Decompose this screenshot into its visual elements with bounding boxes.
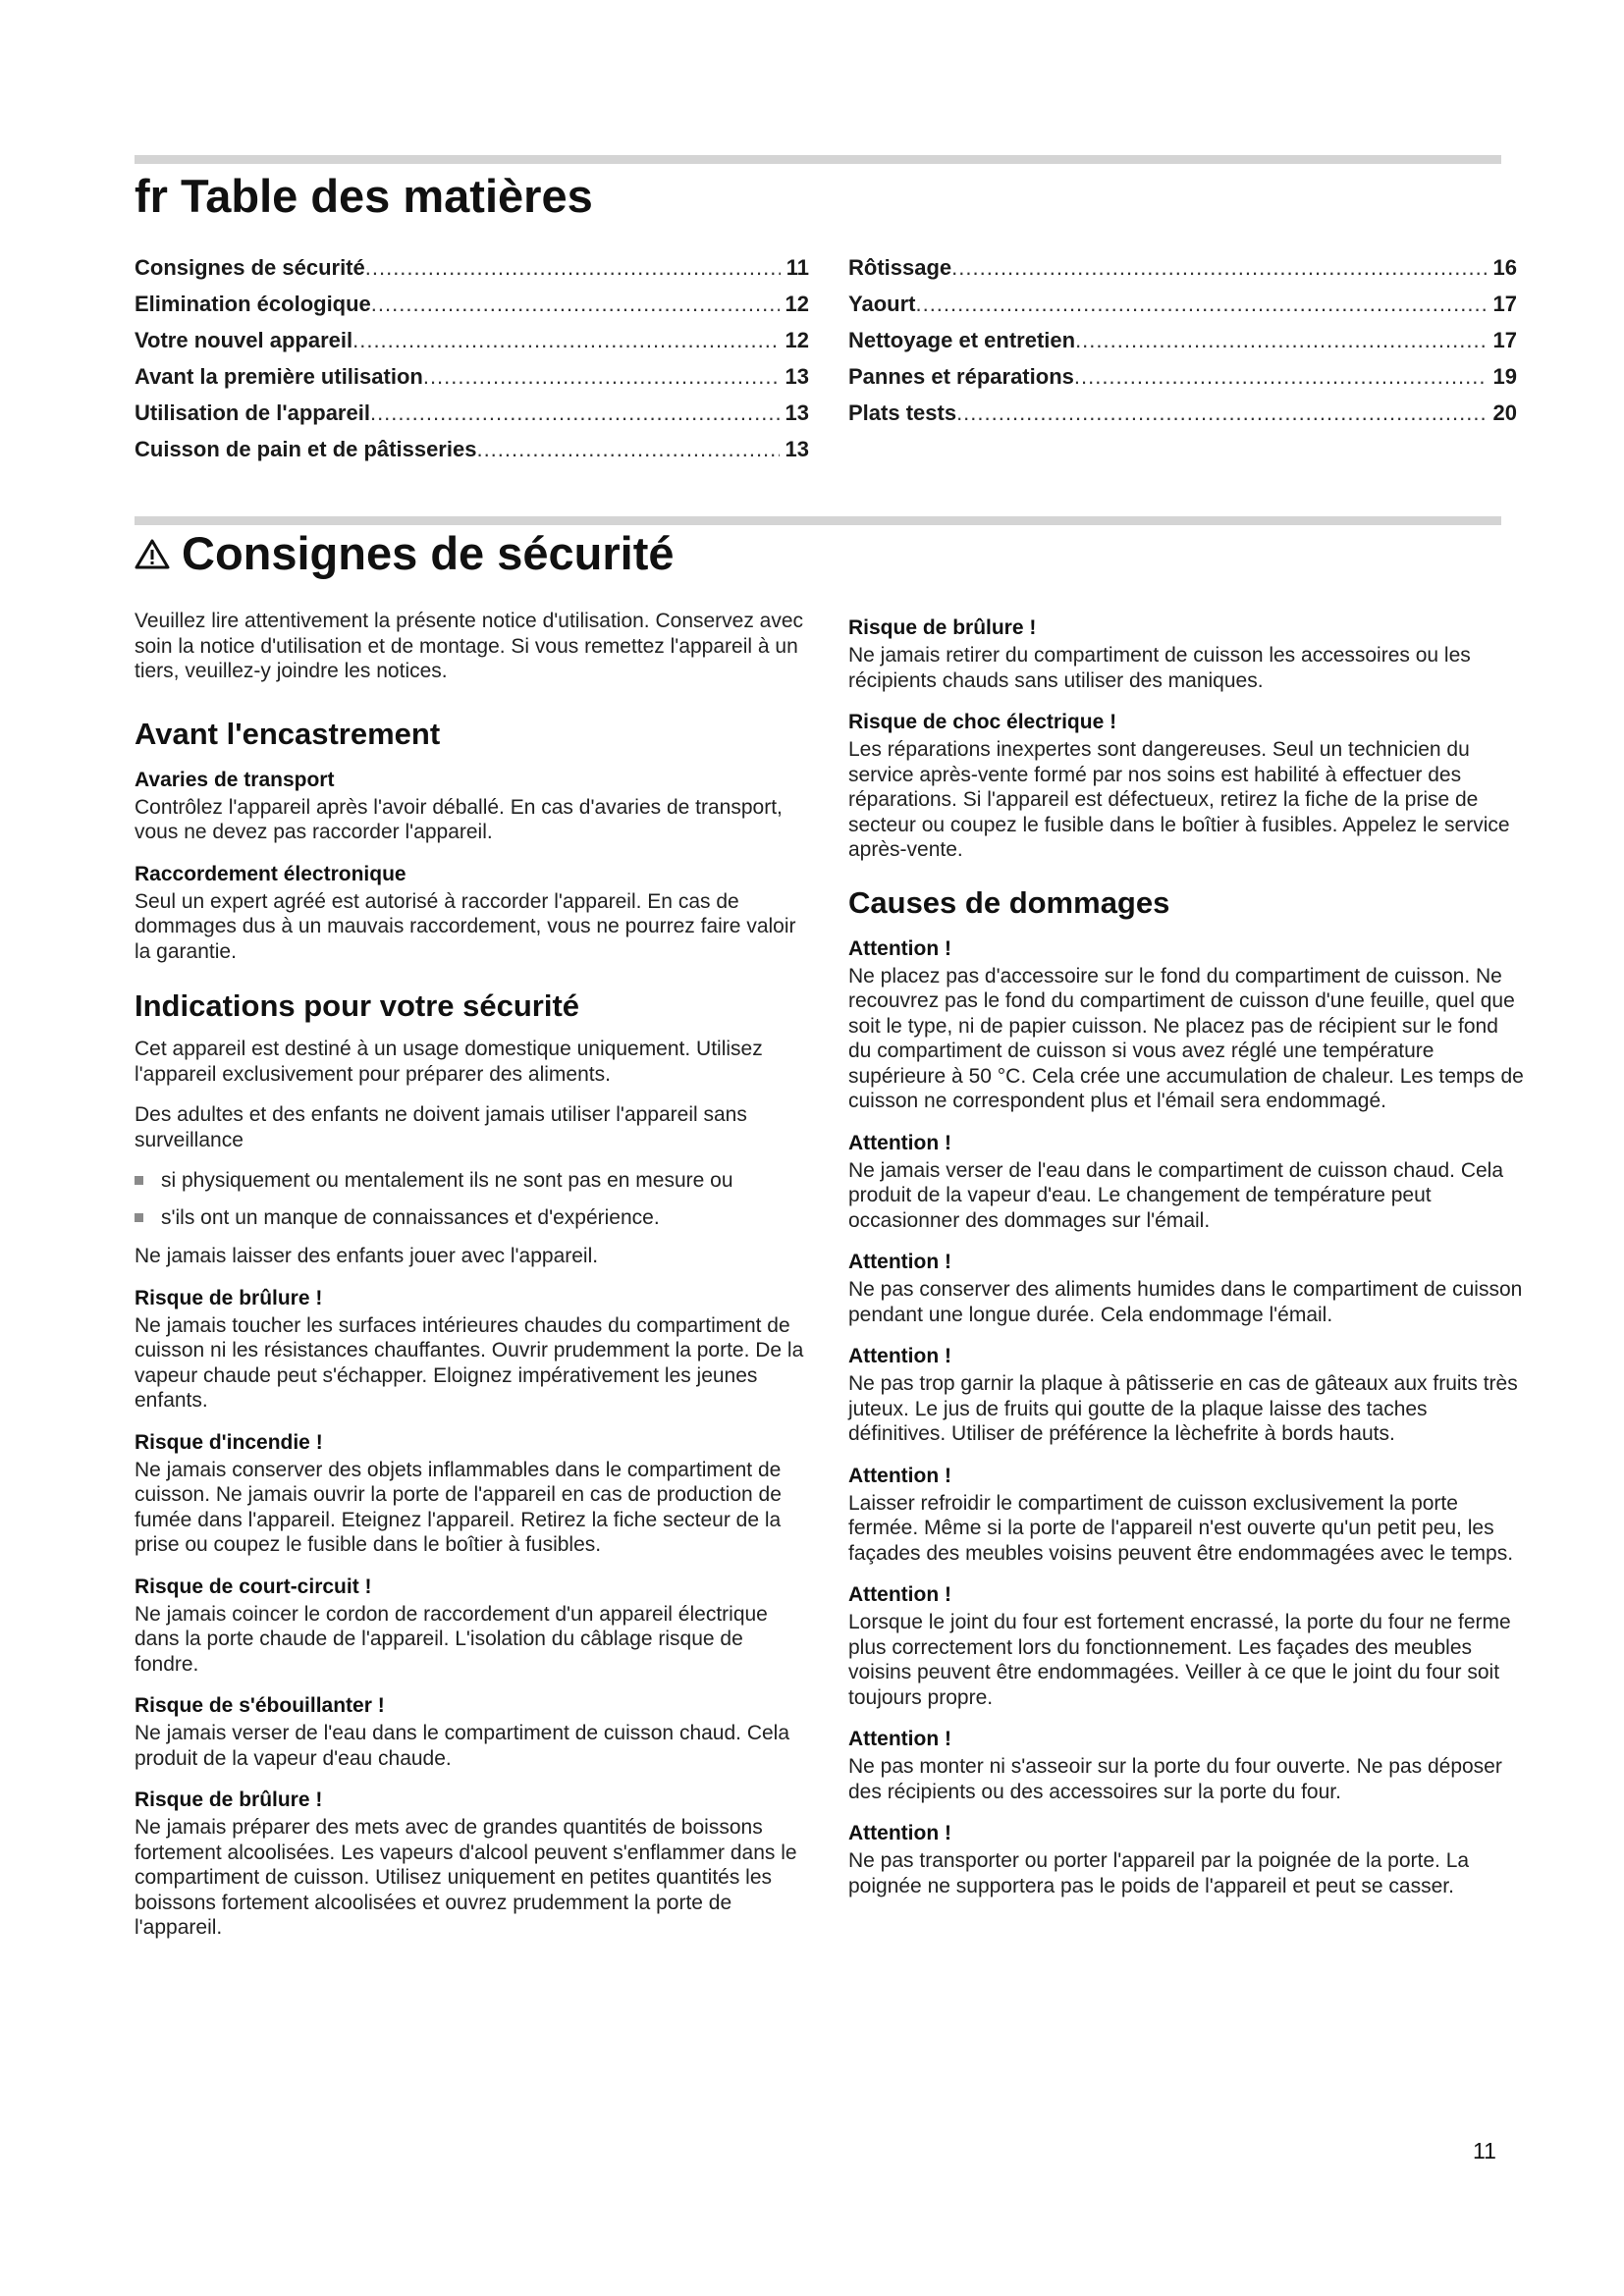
indications-heading: Indications pour votre sécurité [135,988,580,1024]
toc-entry-label: Avant la première utilisation [135,364,423,389]
toc-entry-page: 12 [785,292,809,316]
risk-heading: Risque de choc électrique ! [848,711,1117,733]
toc-entry-page: 13 [785,364,809,389]
toc-leader-dots [476,431,779,467]
toc-top-rule [135,155,1501,164]
safety-title [135,527,675,579]
toc-leader-dots [352,322,779,358]
toc-leader-dots [956,395,1487,431]
toc-entry[interactable] [848,286,1517,322]
electric-text: Seul un expert agréé est autorisé à raccorder l'appareil. En cas de dommages dus à un mauvais raccordement, vous ne pourrez faire valoir la garantie. [135,889,796,963]
toc-left-column [135,249,809,467]
attention-heading: Attention ! [848,1464,951,1487]
toc-entry-label: Pannes et réparations [848,364,1074,389]
toc-entry-label: Yaourt [848,292,916,316]
attention-text: Laisser refroidir le compartiment de cuisson exclusivement la porte fermée. Même si la porte de l'appareil n'est ouverte qu'un petit peu, les façades des meubles voisins peuvent être endommagées avec le temps. [848,1491,1514,1565]
toc-leader-dots [951,249,1487,286]
toc-entry[interactable] [848,358,1517,395]
toc-leader-dots [1074,358,1488,395]
risk-heading: Risque de brûlure ! [135,1789,323,1812]
toc-entry-label: Utilisation de l'appareil [135,400,370,425]
electric-heading: Raccordement électronique [135,862,406,885]
toc-entry[interactable] [135,322,809,358]
attention-heading: Attention ! [848,936,951,960]
risk-text: Ne jamais toucher les surfaces intérieures chaudes du compartiment de cuisson ni les résistances chauffantes. Ouvrir prudemment la porte. De la vapeur chaude peut s'échapper. Eloignez impérativement les jeunes enfants. [135,1313,804,1413]
toc-entry[interactable] [135,395,809,431]
attention-heading: Attention ! [848,1583,951,1607]
indications-paragraph: Des adultes et des enfants ne doivent jamais utiliser l'appareil sans surveillance [135,1103,747,1151]
risk-text: Ne jamais verser de l'eau dans le compartiment de cuisson chaud. Cela produit de la vapeur d'eau chaude. [135,1722,790,1770]
risk-heading: Risque de brûlure ! [848,616,1037,639]
toc-right-column [848,249,1517,431]
attention-text: Ne placez pas d'accessoire sur le fond du compartiment de cuisson. Ne recouvrez pas le fond du compartiment de cuisson d'une feuille, quel que soit le type, ni de papier cuisson. Ne placez pas de récipient sur le fond du compartiment de cuisson si vous avez réglé une température supérieure à 50 °C. Cela crée une accumulation de chaleur. Les temps de cuisson ne correspondent plus et l'émail sera endommagé. [848,964,1524,1113]
transport-heading: Avaries de transport [135,768,335,791]
intro-paragraph: Veuillez lire attentivement la présente notice d'utilisation. Conservez avec soin la notice d'utilisation et de montage. Si vous remettez l'appareil à un tiers, veuillez-y joindre les notices. [135,610,804,682]
attention-text: Ne pas conserver des aliments humides dans le compartiment de cuisson pendant une longue durée. Cela endommage l'émail. [848,1278,1523,1326]
toc-leader-dots [371,286,780,322]
toc-entry-label: Elimination écologique [135,292,371,316]
risk-text: Ne jamais retirer du compartiment de cuisson les accessoires ou les récipients chauds sans utiliser des maniques. [848,644,1471,692]
attention-text: Ne pas trop garnir la plaque à pâtisserie en cas de gâteaux aux fruits très juteux. Le jus de fruits qui goutte de la plaque laisse des taches définitives. Utiliser de préférence la lèchefrite à bords hauts. [848,1372,1518,1446]
safety-right-column [848,614,1526,1914]
safety-title-text: Consignes de sécurité [182,527,675,579]
toc-entry[interactable] [135,286,809,322]
risk-text: Ne jamais coincer le cordon de raccordement d'un appareil électrique dans la porte chaude de l'appareil. L'isolation du câblage risque de fondre. [135,1602,768,1676]
attention-heading: Attention ! [848,1822,951,1845]
toc-entry[interactable] [848,249,1517,286]
toc-leader-dots [370,395,780,431]
indications-paragraph: Cet appareil est destiné à un usage domestique uniquement. Utilisez l'appareil exclusivement pour préparer des aliments. [135,1038,763,1086]
toc-entry-page: 20 [1492,400,1517,425]
risk-text: Ne jamais conserver des objets inflammables dans le compartiment de cuisson. Ne jamais ouvrir la porte de l'appareil en cas de production de fumée dans l'appareil. Eteignez l'appareil. Retirez la fiche secteur de la prise ou coupez le fusible dans le boîtier à fusibles. [135,1458,782,1557]
installation-heading: Avant l'encastrement [135,716,441,751]
toc-entry[interactable] [135,358,809,395]
attention-text: Lorsque le joint du four est fortement encrassé, la porte du four ne ferme plus correctement lors du fonctionnement. Les façades des meubles voisins peuvent être endommagées. Veiller à ce que le joint du four soit toujours propre. [848,1611,1511,1709]
warning-triangle-icon [135,538,170,569]
toc-entry[interactable] [848,322,1517,358]
toc-entry[interactable] [135,431,809,467]
attention-text: Ne pas monter ni s'asseoir sur la porte du four ouverte. Ne pas déposer des récipients ou des accessoires sur la porte du four. [848,1755,1502,1803]
risk-heading: Risque de s'ébouillanter ! [135,1694,385,1718]
list-item: si physiquement ou mentalement ils ne sont pas en mesure ou [135,1168,812,1194]
attention-heading: Attention ! [848,1131,951,1154]
toc-title: fr Table des matières [135,170,593,222]
toc-entry-label: Plats tests [848,400,957,425]
safety-top-rule [135,516,1501,525]
list-item: s'ils ont un manque de connaissances et d'expérience. [135,1205,812,1231]
indications-paragraph: Ne jamais laisser des enfants jouer avec l'appareil. [135,1245,599,1268]
toc-leader-dots [915,286,1487,322]
toc-entry-label: Consignes de sécurité [135,255,365,280]
toc-entry-page: 12 [785,328,809,352]
toc-entry-page: 11 [785,255,809,280]
attention-text: Ne pas transporter ou porter l'appareil par la poignée de la porte. La poignée ne supportera pas le poids de l'appareil et peut se casser. [848,1849,1470,1897]
toc-entry-label: Cuisson de pain et de pâtisseries [135,437,477,461]
toc-entry[interactable] [848,395,1517,431]
toc-entry-page: 19 [1492,364,1517,389]
toc-entry-label: Rôtissage [848,255,952,280]
attention-heading: Attention ! [848,1728,951,1751]
toc-leader-dots [1075,322,1487,358]
toc-leader-dots [423,358,780,395]
risk-heading: Risque d'incendie ! [135,1430,323,1454]
toc-entry-page: 13 [785,437,809,461]
bullet-list [135,1168,812,1230]
risk-heading: Risque de brûlure ! [135,1286,323,1309]
attention-heading: Attention ! [848,1345,951,1368]
transport-text: Contrôlez l'appareil après l'avoir déballé. En cas d'avaries de transport, vous ne devez pas raccorder l'appareil. [135,795,783,844]
risk-text: Les réparations inexpertes sont dangereuses. Seul un technicien du service après-vente formé par nos soins est habilité à effectuer des réparations. Si l'appareil est défectueux, retirez la fiche de la prise de secteur ou coupez le fusible dans le boîtier à fusibles. Appelez le service après-vente. [848,738,1510,861]
damages-heading: Causes de dommages [848,884,1170,920]
toc-entry-page: 16 [1492,255,1517,280]
toc-entry-page: 17 [1492,328,1517,352]
page-number: 11 [1473,2138,1496,2163]
safety-left-column [135,609,812,1956]
risk-text: Ne jamais préparer des mets avec de grandes quantités de boissons fortement alcoolisées. Les vapeurs d'alcool peuvent s'enflammer dans le compartiment de cuisson. Utilisez uniquement en petites quantités les boissons fortement alcoolisées et ouvrez prudemment la porte de l'appareil. [135,1816,797,1940]
attention-heading: Attention ! [848,1251,951,1274]
toc-entry-page: 13 [785,400,809,425]
toc-entry-label: Votre nouvel appareil [135,328,353,352]
risk-heading: Risque de court-circuit ! [135,1575,372,1598]
attention-text: Ne jamais verser de l'eau dans le compartiment de cuisson chaud. Cela produit de la vapeur d'eau. Le changement de température peut occasionner des dommages sur l'émail. [848,1158,1504,1232]
toc-entry-label: Nettoyage et entretien [848,328,1076,352]
toc-entry[interactable] [135,249,809,286]
toc-leader-dots [365,249,781,286]
toc-entry-page: 17 [1492,292,1517,316]
